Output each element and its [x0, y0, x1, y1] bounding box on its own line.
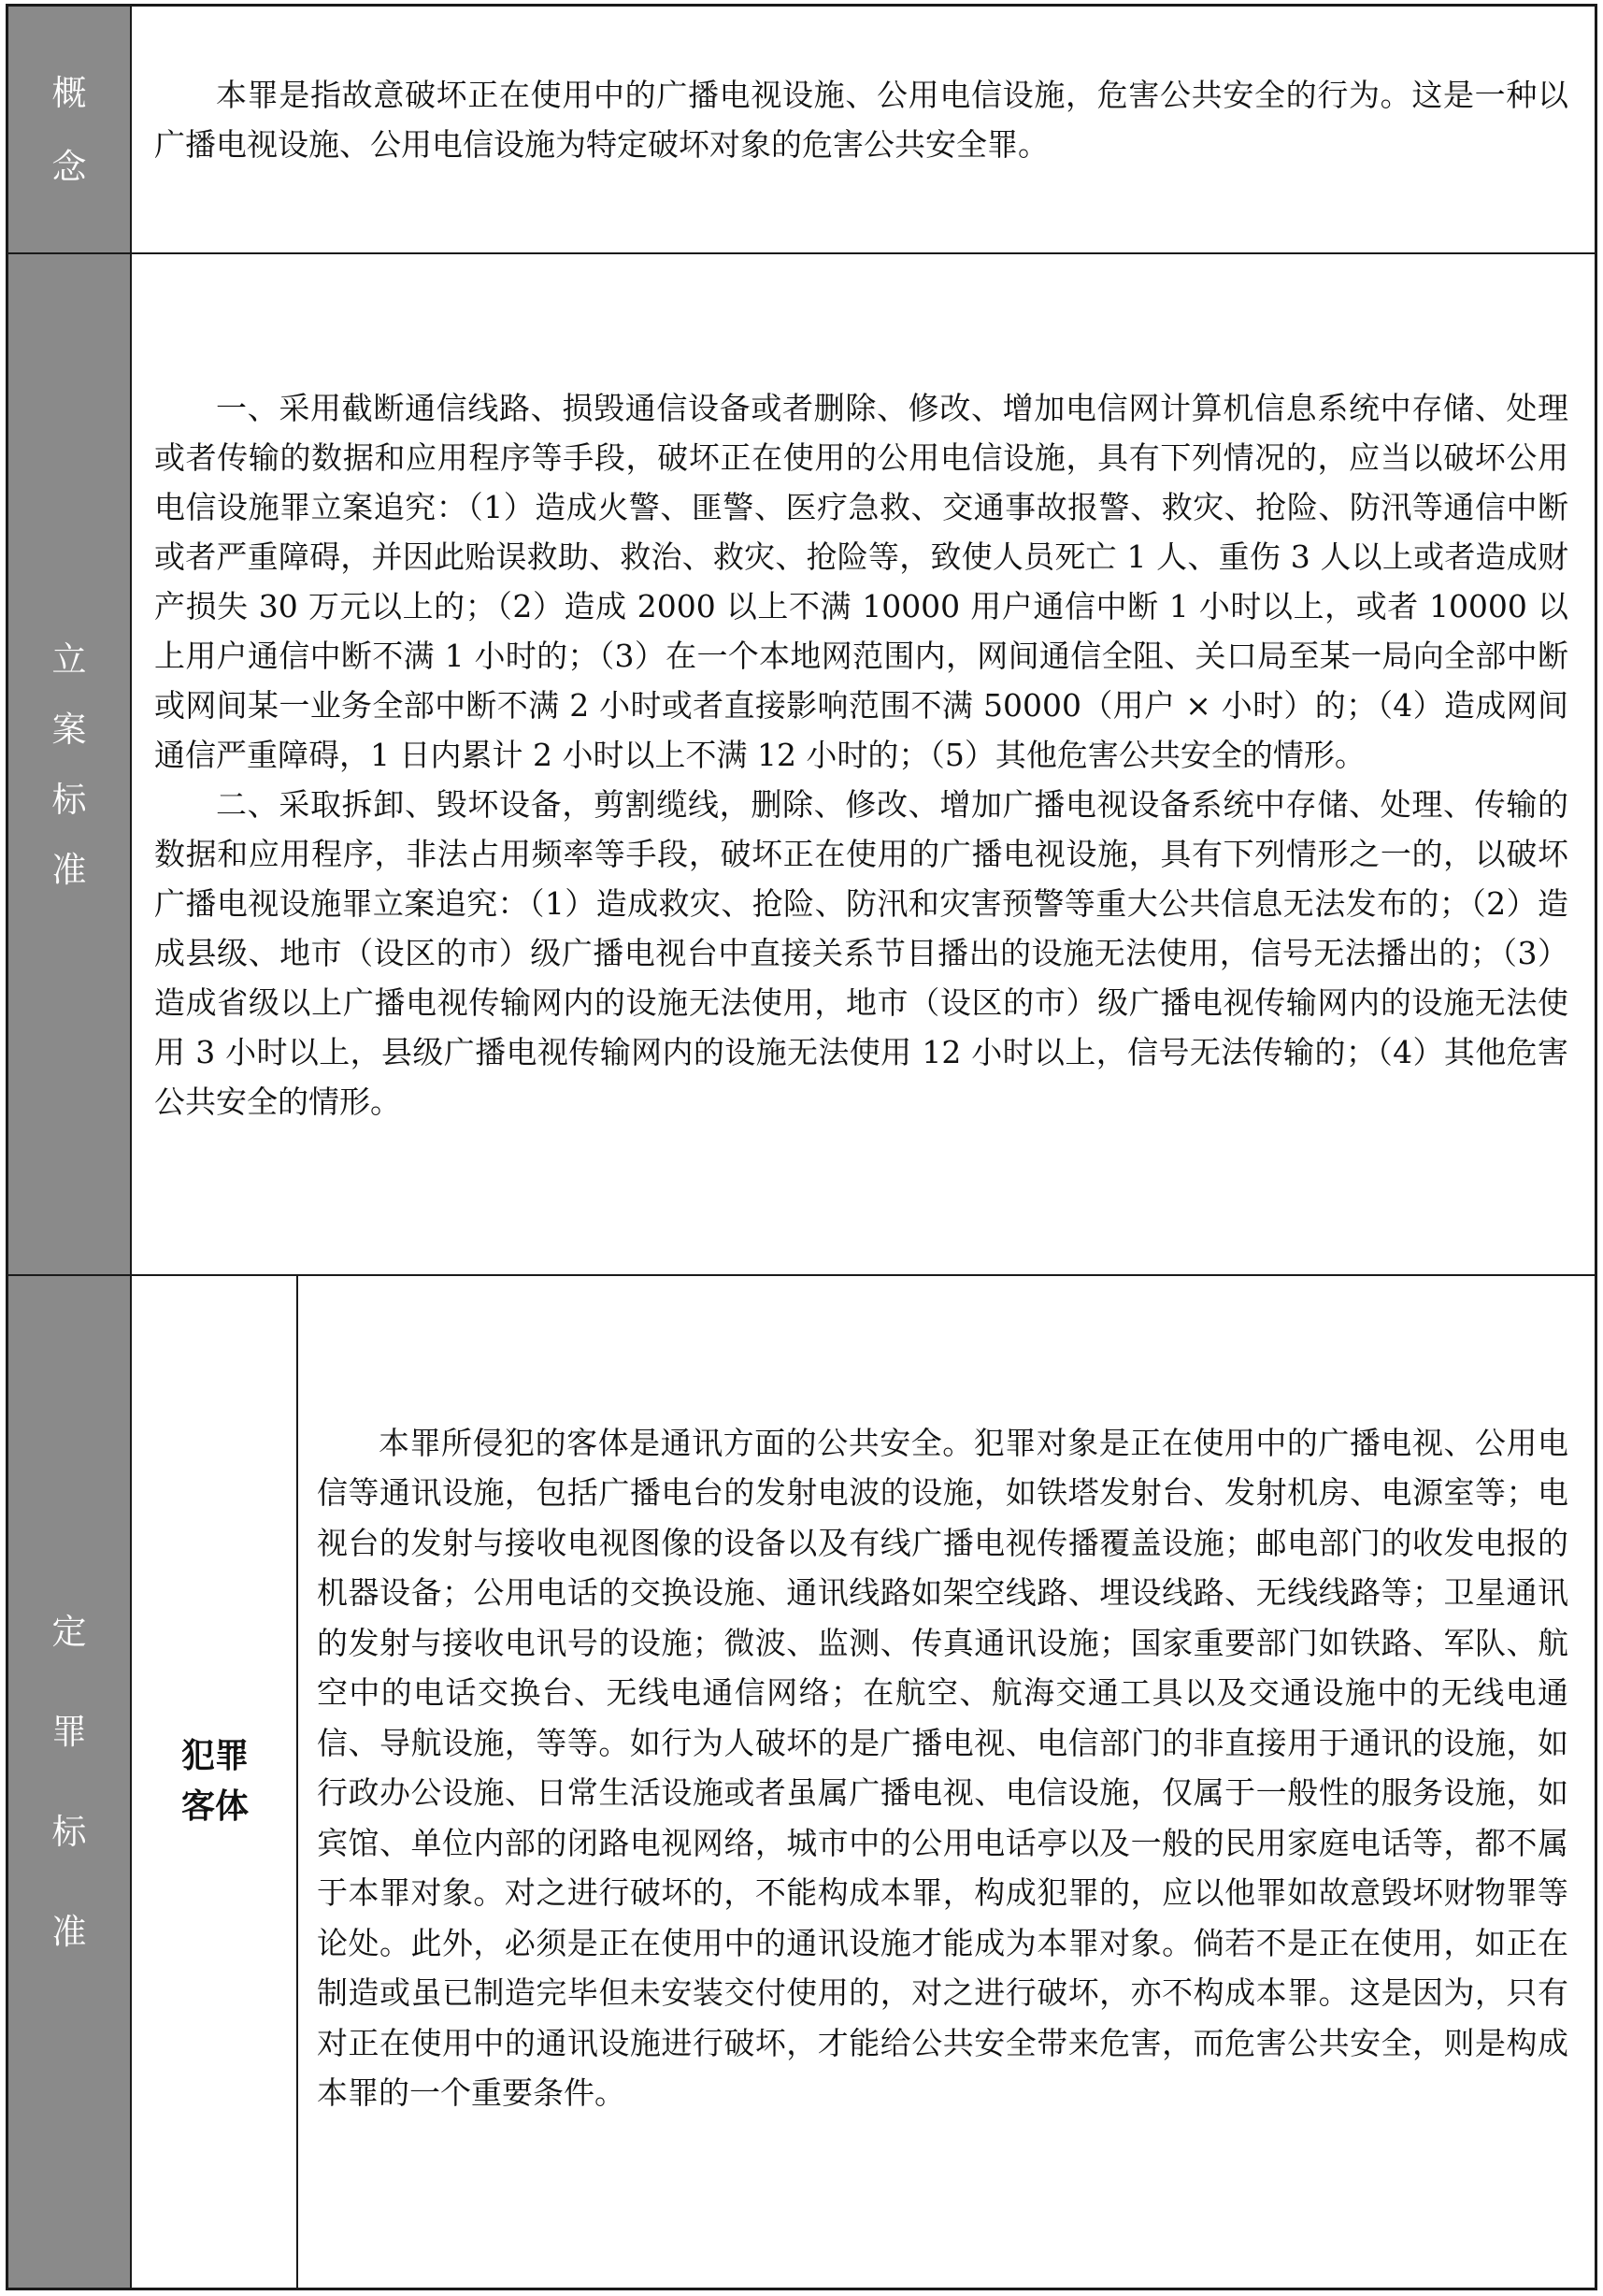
crime-object-label	[134, 1276, 298, 2288]
concept-row	[8, 7, 1595, 254]
conviction-standard-label-char: 罪	[51, 1712, 87, 1752]
filing-standard-row	[8, 254, 1595, 1276]
filing-standard-paragraph-1: 一、采用截断通信线路、损毁通信设备或者删除、修改、增加电信网计算机信息系统中存储、处理或者传输的数据和应用程序等手段，破坏正在使用的公用电信设施，具有下列情况的，应当以破坏公用电信设施罪立案追究：（1）造成火警、匪警、医疗急救、交通事故报警、救灾、抢险、防汛等通信中断或者严重障碍，并因此贻误救助、救治、救灾、抢险等，致使人员死亡 1 人、重伤 3 人以上或者造成财产损失 30 万元以上的；（2）造成 2000 以上不满 10000 用户通信中断 1 小时以上，或者 10000 以上用户通信中断不满 1 小时的；（3）在一个本地网范围内，网间通信全阻、关口局至某一局向全部中断或网间某一业务全部中断不满 2 小时或者直接影响范围不满 50000（用户 × 小时）的；（4）造成网间通信严重障碍，1 日内累计 2 小时以上不满 12 小时的；（5）其他危害公共安全的情形。	[154, 390, 1568, 773]
filing-standard-paragraph-2: 二、采取拆卸、毁坏设备，剪割缆线，删除、修改、增加广播电视设备系统中存储、处理、传输的数据和应用程序，非法占用频率等手段，破坏正在使用的广播电视设施，具有下列情形之一的，以破坏广播电视设施罪立案追究：（1）造成救灾、抢险、防汛和灾害预警等重大公共信息无法发布的；（2）造成县级、地市（设区的市）级广播电视台中直接关系节目播出的设施无法使用，信号无法播出的；（3）造成省级以上广播电视传输网内的设施无法使用，地市（设区的市）级广播电视传输网内的设施无法使用 3 小时以上，县级广播电视传输网内的设施无法使用 12 小时以上，信号无法传输的；（4）其他危害公共安全的情形。	[154, 786, 1568, 1120]
crime-object-paragraph: 本罪所侵犯的客体是通讯方面的公共安全。犯罪对象是正在使用中的广播电视、公用电信等通讯设施，包括广播电台的发射电波的设施，如铁塔发射台、发射机房、电源室等；电视台的发射与接收电视图像的设备以及有线广播电视传播覆盖设施；邮电部门的收发电报的机器设备；公用电话的交换设施、通讯线路如架空线路、埋设线路、无线线路等；卫星通讯的发射与接收电讯号的设施；微波、监测、传真通讯设施；国家重要部门如铁路、军队、航空中的电话交换台、无线电通信网络；在航空、航海交通工具以及交通设施中的无线电通信、导航设施，等等。如行为人破坏的是广播电视、电信部门的非直接用于通讯的设施，如行政办公设施、日常生活设施或者虽属广播电视、电信设施，仅属于一般性的服务设施，如宾馆、单位内部的闭路电视网络，城市中的公用电话亭以及一般的民用家庭电话等，都不属于本罪对象。对之进行破坏的，不能构成本罪，构成犯罪的，应以他罪如故意毁坏财物罪等论处。此外，必须是正在使用中的通讯设施才能成为本罪对象。倘若不是正在使用，如正在制造或虽已制造完毕但未安装交付使用的，对之进行破坏，亦不构成本罪。这是因为，只有对正在使用中的通讯设施进行破坏，才能给公共安全带来危害，而危害公共安全，则是构成本罪的一个重要条件。	[317, 1424, 1568, 2111]
filing-standard-label	[8, 254, 132, 1274]
conviction-standard-label-char: 标	[51, 1812, 87, 1852]
concept-label-char: 念	[51, 146, 87, 187]
concept-content	[134, 7, 1595, 252]
filing-standard-label-char: 案	[51, 709, 87, 750]
crime-object-label-line: 犯罪	[180, 1737, 249, 1775]
concept-label-char: 概	[51, 72, 87, 113]
crime-object-label-line: 客体	[180, 1787, 249, 1826]
conviction-standard-label	[8, 1276, 132, 2288]
conviction-standard-row	[8, 1276, 1595, 2288]
conviction-standard-label-char: 定	[51, 1612, 87, 1652]
crime-object-content	[300, 1276, 1595, 2288]
filing-standard-label-char: 准	[51, 849, 87, 890]
filing-standard-content	[134, 254, 1595, 1274]
filing-standard-label-char: 立	[51, 639, 87, 680]
concept-label	[8, 7, 132, 252]
conviction-standard-label-char: 准	[51, 1912, 87, 1952]
filing-standard-label-char: 标	[51, 779, 87, 820]
concept-paragraph: 本罪是指故意破坏正在使用中的广播电视设施、公用电信设施，危害公共安全的行为。这是一种以广播电视设施、公用电信设施为特定破坏对象的危害公共安全罪。	[154, 76, 1568, 163]
legal-standards-table	[6, 4, 1597, 2290]
